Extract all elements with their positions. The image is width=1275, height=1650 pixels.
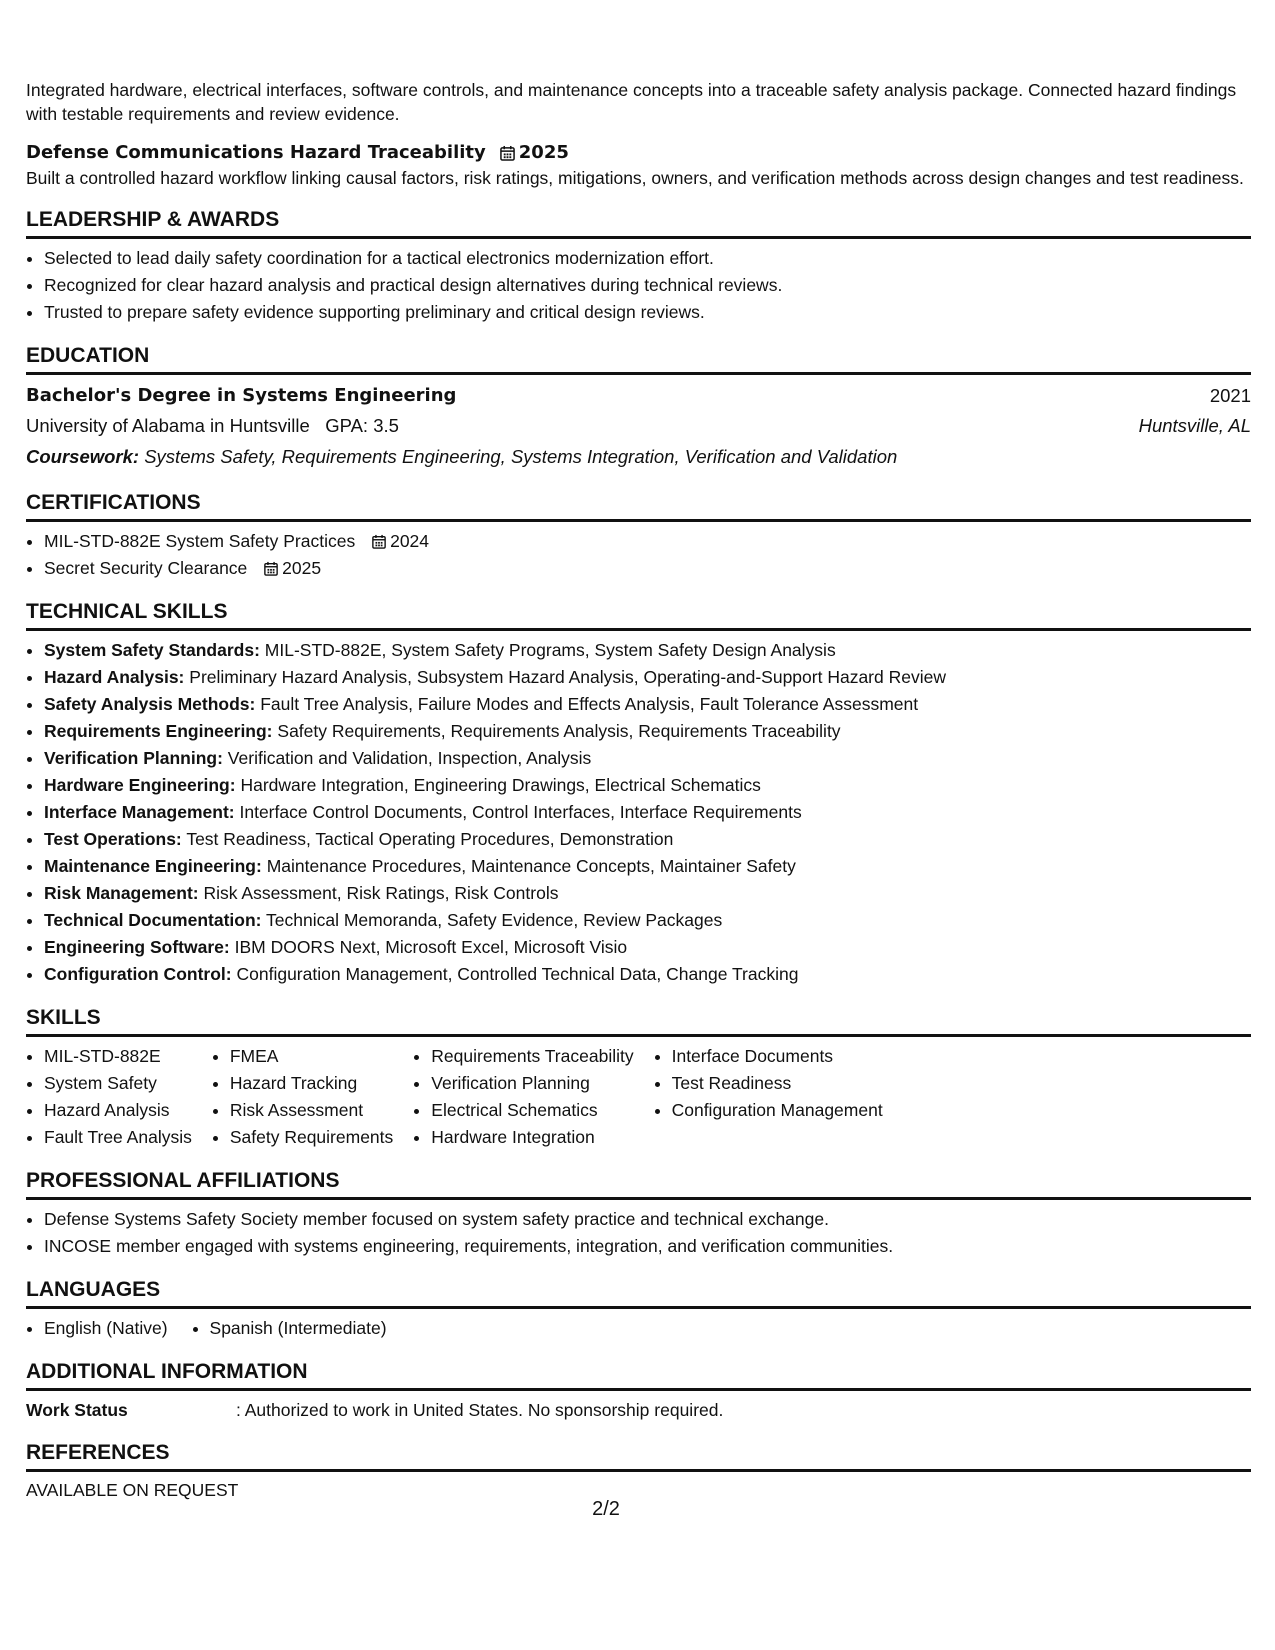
section-title: SKILLS [26, 1004, 1251, 1037]
skill-label: Interface Management: [44, 802, 235, 822]
calendar-icon [264, 561, 278, 576]
education-year: 2021 [1209, 385, 1251, 406]
project-intro: Integrated hardware, electrical interfaces, software controls, and maintenance concepts into a traceable safety analysis package. Connected hazard findings with testable requirements and review evidence. [26, 80, 1237, 124]
skill-value: Configuration Management, Controlled Technical Data, Change Tracking [236, 964, 799, 984]
list-item: • Hardware Integration [431, 1124, 633, 1151]
skill-label: Hazard Analysis: [44, 667, 185, 687]
list-item: • INCOSE member engaged with systems engineering, requirements, integration, and verification communities. [44, 1233, 1251, 1260]
section-title: LEADERSHIP & AWARDS [26, 206, 1251, 239]
references-section [26, 1439, 1251, 1502]
affiliations-list [26, 1206, 1251, 1260]
technical-skills-list [26, 637, 1251, 988]
work-status-row [26, 1397, 1251, 1423]
project-title: Defense Communications Hazard Traceability [26, 142, 486, 163]
list-item: • FMEA [230, 1043, 393, 1070]
list-item: • Defense Systems Safety Society member focused on system safety practice and technical exchange. [44, 1206, 1251, 1233]
additional-info-section [26, 1358, 1251, 1423]
skill-value: Interface Control Documents, Control Interfaces, Interface Requirements [239, 802, 802, 822]
section-title: CERTIFICATIONS [26, 489, 1251, 522]
skill-label: Configuration Control: [44, 964, 232, 984]
skill-value: Verification and Validation, Inspection, Analysis [227, 748, 592, 768]
certification-year: 2025 [282, 558, 322, 578]
page-number: 2/2 [592, 1498, 620, 1520]
education-coursework [26, 441, 1251, 473]
list-item: • Risk Assessment [230, 1097, 393, 1124]
technical-skills-section [26, 598, 1251, 988]
certifications-list [26, 528, 1251, 582]
references-text: AVAILABLE ON REQUEST [26, 1480, 239, 1500]
education-location: Huntsville, AL [1138, 415, 1251, 436]
skills-column [212, 1043, 393, 1151]
skill-value: MIL-STD-882E, System Safety Programs, System Safety Design Analysis [264, 640, 836, 660]
list-item [44, 799, 1251, 826]
skill-value: Risk Assessment, Risk Ratings, Risk Controls [203, 883, 559, 903]
skill-value: Safety Requirements, Requirements Analysis, Requirements Traceability [277, 721, 841, 741]
list-item: • MIL-STD-882E [44, 1043, 192, 1070]
resume-page [26, 78, 1251, 1502]
work-status-value: : Authorized to work in United States. No sponsorship required. [236, 1400, 724, 1420]
work-status-label: Work Status [26, 1400, 128, 1420]
skills-column [654, 1043, 883, 1151]
skill-label: Safety Analysis Methods: [44, 694, 256, 714]
languages-section [26, 1276, 1251, 1342]
list-item: • Spanish (Intermediate) [210, 1315, 387, 1342]
education-section [26, 342, 1251, 473]
languages-column [26, 1315, 168, 1342]
affiliations-section [26, 1167, 1251, 1260]
section-title: PROFESSIONAL AFFILIATIONS [26, 1167, 1251, 1200]
list-item: • System Safety [44, 1070, 192, 1097]
list-item [44, 961, 1251, 988]
list-item [44, 555, 1251, 582]
coursework-label: Coursework: [26, 446, 140, 467]
list-item: • Safety Requirements [230, 1124, 393, 1151]
list-item: • Selected to lead daily safety coordination for a tactical electronics modernization effort. [44, 245, 1251, 272]
list-item [44, 691, 1251, 718]
education-school: University of Alabama in Huntsville [26, 415, 310, 436]
skill-value: Hardware Integration, Engineering Drawings, Electrical Schematics [240, 775, 761, 795]
list-item [44, 934, 1251, 961]
list-item: • Fault Tree Analysis [44, 1124, 192, 1151]
section-title: LANGUAGES [26, 1276, 1251, 1309]
list-item [44, 772, 1251, 799]
certification-name: Secret Security Clearance [44, 558, 248, 578]
languages-list [26, 1315, 1251, 1342]
list-item [44, 637, 1251, 664]
project-description: Built a controlled hazard workflow linking causal factors, risk ratings, mitigations, owners, and verification methods across design changes and test readiness. [26, 168, 1244, 188]
skill-label: Test Operations: [44, 829, 182, 849]
list-item [44, 826, 1251, 853]
education-gpa: GPA: 3.5 [325, 415, 399, 436]
section-title: ADDITIONAL INFORMATION [26, 1358, 1251, 1391]
list-item: • Configuration Management [672, 1097, 883, 1124]
skill-label: Maintenance Engineering: [44, 856, 262, 876]
section-title: REFERENCES [26, 1439, 1251, 1472]
leadership-section [26, 206, 1251, 326]
skill-value: Fault Tree Analysis, Failure Modes and Effects Analysis, Fault Tolerance Assessment [260, 694, 919, 714]
list-item: • Recognized for clear hazard analysis and practical design alternatives during technical reviews. [44, 272, 1251, 299]
skill-label: Requirements Engineering: [44, 721, 273, 741]
list-item: • Hazard Tracking [230, 1070, 393, 1097]
list-item: • Electrical Schematics [431, 1097, 633, 1124]
skills-column [26, 1043, 192, 1151]
list-item: • Hazard Analysis [44, 1097, 192, 1124]
skill-label: Hardware Engineering: [44, 775, 236, 795]
calendar-icon [500, 145, 515, 161]
education-degree-row [26, 381, 1251, 411]
list-item [44, 907, 1251, 934]
skills-section [26, 1004, 1251, 1151]
list-item [44, 664, 1251, 691]
list-item [44, 718, 1251, 745]
skill-value: Maintenance Procedures, Maintenance Concepts, Maintainer Safety [266, 856, 796, 876]
list-item: • English (Native) [44, 1315, 168, 1342]
list-item [44, 880, 1251, 907]
skill-value: Test Readiness, Tactical Operating Procedures, Demonstration [186, 829, 674, 849]
skill-value: IBM DOORS Next, Microsoft Excel, Microsoft Visio [234, 937, 628, 957]
list-item: • Test Readiness [672, 1070, 883, 1097]
education-school-row [26, 411, 1251, 441]
skills-grid [26, 1043, 1251, 1151]
section-title: EDUCATION [26, 342, 1251, 375]
list-item [44, 745, 1251, 772]
skill-label: Verification Planning: [44, 748, 223, 768]
project-heading [26, 140, 1251, 166]
skill-value: Technical Memoranda, Safety Evidence, Review Packages [266, 910, 723, 930]
list-item: • Verification Planning [431, 1070, 633, 1097]
certifications-section [26, 489, 1251, 582]
certification-name: MIL-STD-882E System Safety Practices [44, 531, 356, 551]
languages-column [192, 1315, 387, 1342]
coursework-list: Systems Safety, Requirements Engineering, Systems Integration, Verification and Validation [144, 446, 898, 467]
skill-label: Engineering Software: [44, 937, 230, 957]
skill-value: Preliminary Hazard Analysis, Subsystem Hazard Analysis, Operating-and-Support Hazard Review [189, 667, 946, 687]
education-degree: Bachelor's Degree in Systems Engineering [26, 385, 457, 406]
list-item [44, 528, 1251, 555]
leadership-list [26, 245, 1251, 326]
section-title: TECHNICAL SKILLS [26, 598, 1251, 631]
certification-year: 2024 [390, 531, 430, 551]
list-item: • Requirements Traceability [431, 1043, 633, 1070]
list-item: • Interface Documents [672, 1043, 883, 1070]
skill-label: Risk Management: [44, 883, 199, 903]
skill-label: System Safety Standards: [44, 640, 260, 660]
skill-label: Technical Documentation: [44, 910, 262, 930]
project-year: 2025 [518, 142, 569, 163]
list-item: • Trusted to prepare safety evidence supporting preliminary and critical design reviews. [44, 299, 1251, 326]
calendar-icon [372, 534, 386, 549]
skills-column [413, 1043, 633, 1151]
list-item [44, 853, 1251, 880]
